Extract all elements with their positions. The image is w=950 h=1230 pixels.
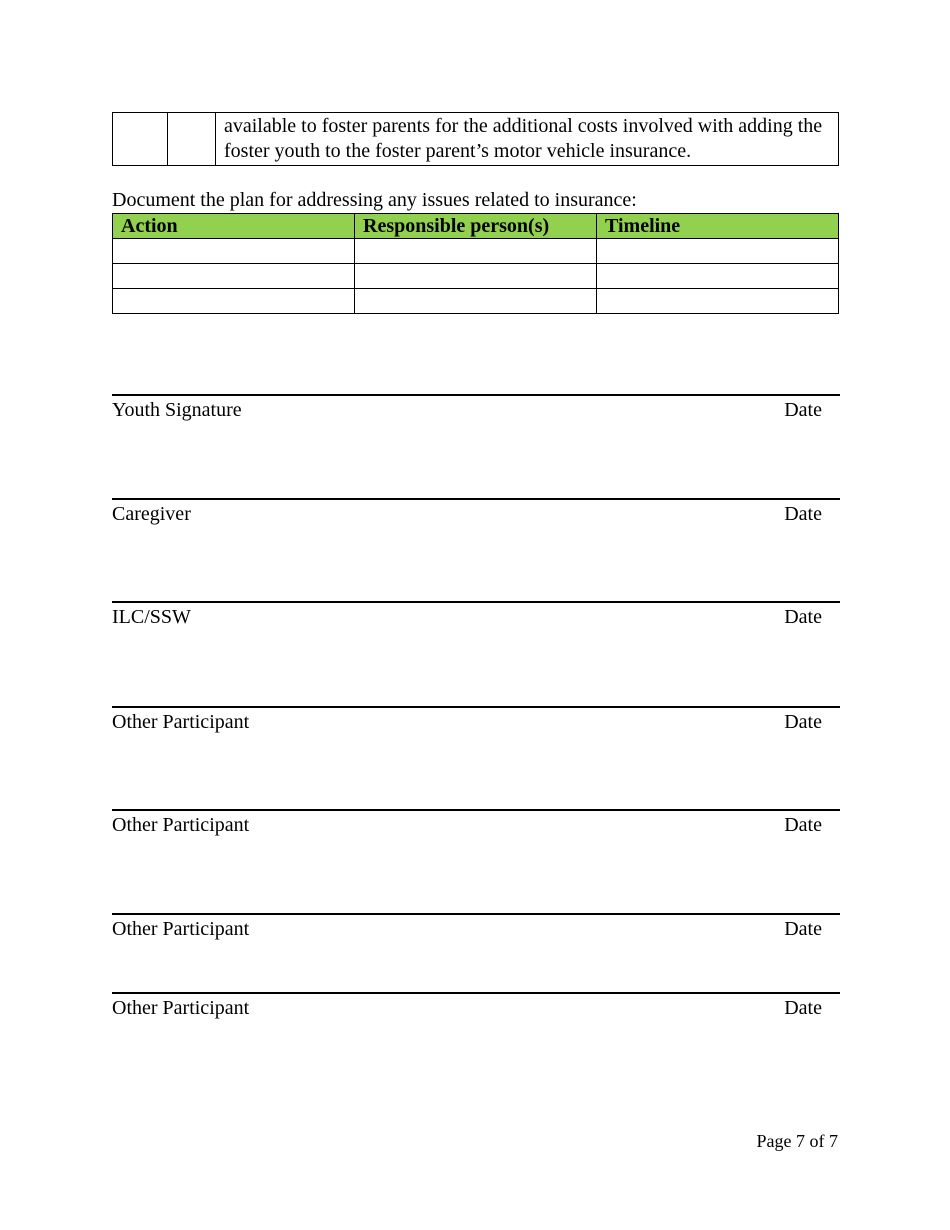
signature-line-other-participant-2[interactable]: [112, 809, 840, 836]
date-label: Date: [784, 711, 822, 733]
timeline-cell[interactable]: [597, 264, 839, 289]
table-row: [113, 239, 839, 264]
signature-line-other-participant-1[interactable]: [112, 706, 840, 733]
checkbox-cell-yes: [113, 113, 168, 166]
header-action: Action: [113, 214, 355, 239]
header-responsible: Responsible person(s): [355, 214, 597, 239]
table-row: [113, 113, 839, 166]
action-cell[interactable]: [113, 264, 355, 289]
signature-label: Other Participant: [112, 997, 250, 1019]
plan-table: [112, 213, 839, 314]
signature-label: Other Participant: [112, 814, 250, 836]
signature-label: Other Participant: [112, 918, 250, 940]
timeline-cell[interactable]: [597, 289, 839, 314]
responsible-cell[interactable]: [355, 264, 597, 289]
date-label: Date: [784, 399, 822, 421]
date-label: Date: [784, 606, 822, 628]
date-label: Date: [784, 814, 822, 836]
continuation-text: available to foster parents for the additional costs involved with adding the foster youth to the foster parent’s motor vehicle insurance.: [216, 113, 839, 166]
page-number: Page 7 of 7: [756, 1131, 838, 1151]
action-cell[interactable]: [113, 239, 355, 264]
signature-label: Youth Signature: [112, 399, 242, 421]
signature-line-caregiver[interactable]: [112, 498, 840, 525]
table-row: [113, 264, 839, 289]
date-label: Date: [784, 503, 822, 525]
signature-line-other-participant-4[interactable]: [112, 992, 840, 1019]
action-cell[interactable]: [113, 289, 355, 314]
responsible-cell[interactable]: [355, 289, 597, 314]
signature-line-other-participant-3[interactable]: [112, 913, 840, 940]
table-row: [113, 289, 839, 314]
insurance-continuation-table: [112, 112, 839, 166]
checkbox-cell-no: [168, 113, 216, 166]
responsible-cell[interactable]: [355, 239, 597, 264]
timeline-cell[interactable]: [597, 239, 839, 264]
signature-label: ILC/SSW: [112, 606, 191, 628]
signature-label: Other Participant: [112, 711, 250, 733]
date-label: Date: [784, 997, 822, 1019]
signature-label: Caregiver: [112, 503, 191, 525]
header-timeline: Timeline: [597, 214, 839, 239]
plan-label: Document the plan for addressing any issues related to insurance:: [112, 189, 637, 211]
plan-table-header-row: [113, 214, 839, 239]
signature-line-ilc-ssw[interactable]: [112, 601, 840, 628]
signature-line-youth[interactable]: [112, 394, 840, 421]
date-label: Date: [784, 918, 822, 940]
